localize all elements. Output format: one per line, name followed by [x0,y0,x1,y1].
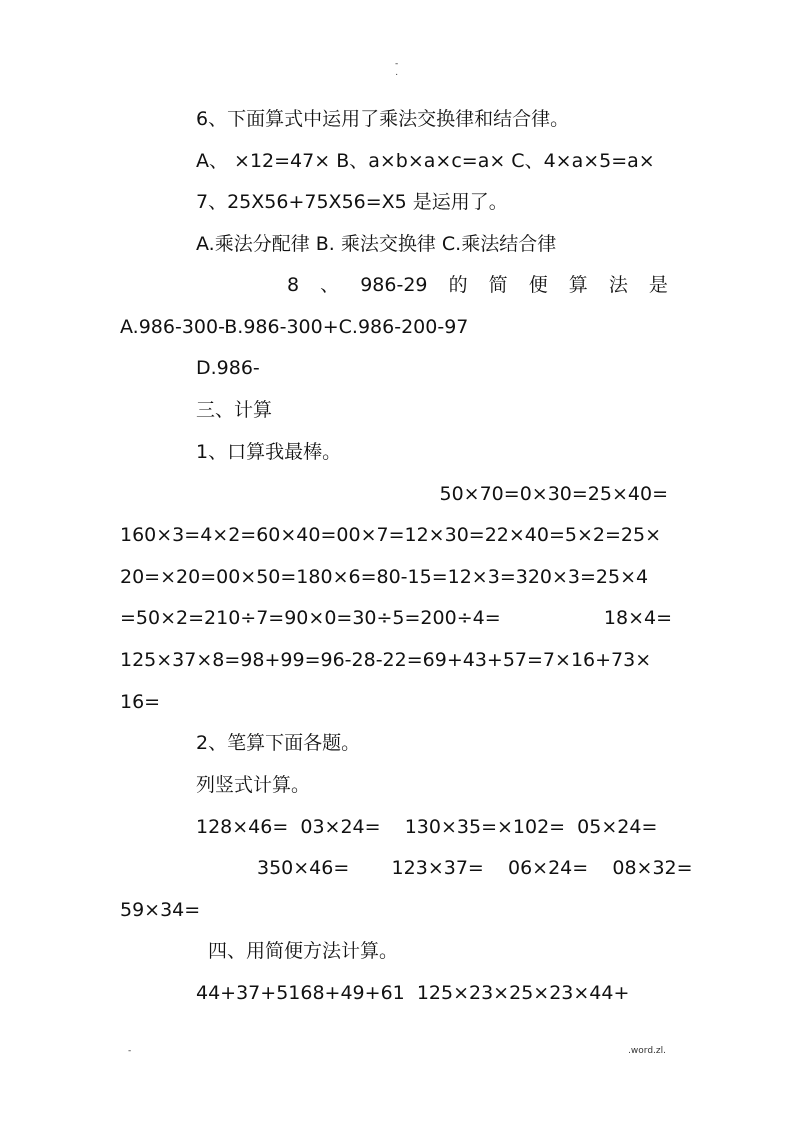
q8-part: 8 [287,274,300,296]
section-3-sub-1: 1、口算我最棒。 [196,441,342,463]
oral-calc-line-5: 125×37×8=98+99=96-28-22=69+43+57=7×16+73× [120,649,652,671]
question-6-options: A、 ×12=47× B、a×b×a×c=a× C、4×a×5=a× [196,150,655,172]
oral-calc-line-3: 20=×20=00×50=180×6=80-15=12×3=320×3=25×4 [120,566,649,588]
section-3-sub-2: 2、笔算下面各题。 [196,732,361,754]
section-3-heading: 三、计算 [196,399,273,421]
oral-calc-line-6: 16= [120,691,161,713]
q8-part: 算 [568,274,588,296]
q8-part: 的 [448,274,468,296]
question-7-options: A.乘法分配律 B. 乘法交换律 C.乘法结合律 [196,233,557,255]
q8-part: 法 [608,274,628,296]
q8-part: 986-29 [360,274,428,296]
oral-calc-text: 160×3=4×2=60×40=00×7=12×30=22×40=5×2=25× [120,524,662,546]
oral-calc-line-1: 50×70=0×30=25×40= [439,483,668,505]
vertical-calc-line-1: 128×46= 03×24= 130×35=×102= 05×24= [196,816,658,838]
oral-calc-line-4a: =50×2=210÷7=90×0=30÷5=200÷4= [120,607,501,629]
oral-calc-line-4b: 18×4= [603,607,672,629]
question-7: 7、25X56+75X56=X5 是运用了。 [196,191,508,213]
section-4-line-1: 44+37+5168+49+61 125×23×25×23×44+ [196,982,630,1004]
question-8-options: A.986-300-B.986-300+C.986-200-97 [120,316,469,338]
footer-right-text: .word.zl. [628,1046,666,1056]
question-8-option-d: D.986- [196,357,260,379]
question-8 [287,273,668,297]
vertical-calc-line-2: 350×46= 123×37= 06×24= 08×32= [257,857,693,879]
footer-left-mark: - [128,1046,132,1056]
vertical-calc-line-3: 59×34= [120,899,201,921]
q8-part: 是 [648,274,668,296]
question-6: 6、下面算式中运用了乘法交换律和结合律。 [196,108,570,130]
oral-calc-line-2 [120,523,662,547]
q8-part: 便 [528,274,548,296]
section-4-heading: 四、用简便方法计算。 [208,940,399,962]
vertical-calc-title: 列竖式计算。 [196,774,311,796]
header-mark: - . [395,59,399,78]
q8-part: 、 [320,274,340,296]
q8-part: 简 [488,274,508,296]
